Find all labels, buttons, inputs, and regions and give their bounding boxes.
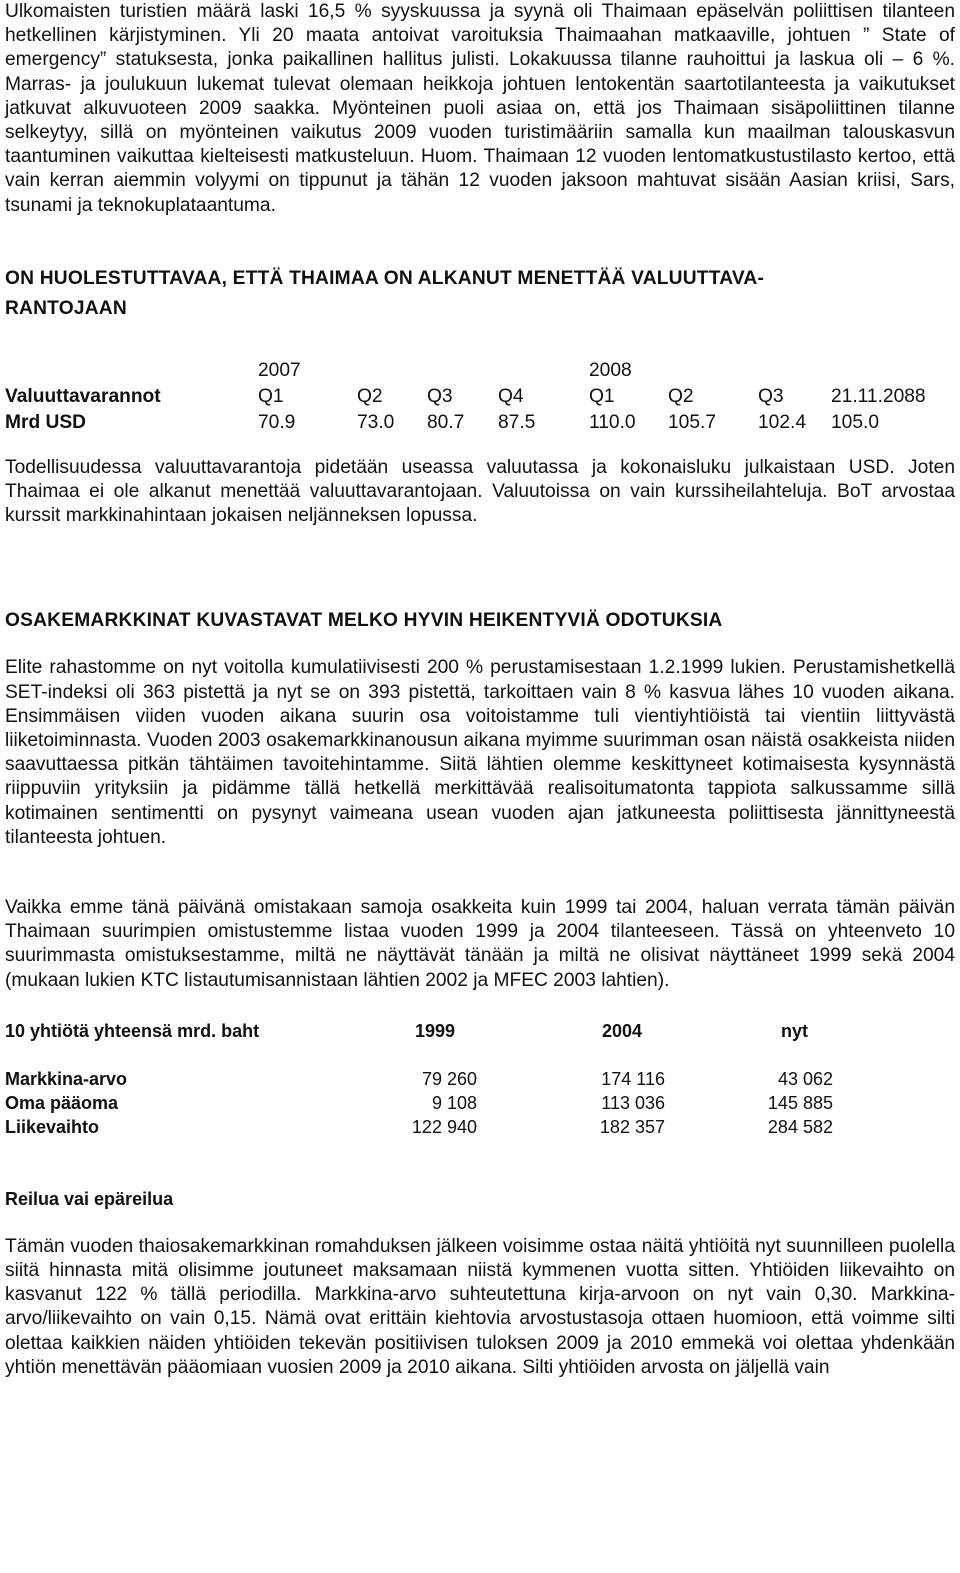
reserves-value-cell: 110.0 [589,411,636,433]
reserves-q-cell: Q4 [498,385,524,407]
reserves-table [5,360,955,438]
reserves-q-cell: Q1 [258,385,284,407]
companies-cell-2004: 113 036 [601,1092,665,1113]
reserves-value-cell: 73.0 [357,411,395,433]
reserves-value-cell: 80.7 [427,411,465,433]
paragraph-valuation: Tämän vuoden thaiosakemarkkinan romahduksen jälkeen voisimme ostaa näitä yhtiöitä nyt suunnilleen puolella siitä hinnasta mitä olisimme joutuneet maksamaan niistä kymmenen vuotta sitten. Yhtiöiden liikevaihto on kasvanut 122 % tällä periodilla. Markkina-arvo suhteutettuna kirja-arvoon on nyt vain 0,30. Markkina-arvo/liikevaihto on vain 0,15. Nämä ovat erittäin kiehtovia arvostustasoja ottaen huomioon, että voimme silti olettaa kaikkien näiden yhtiöiden tekevän positiivisen tuloksen 2009 ja 2010 emmekä voi olettaa yhdenkään yhtiön menettävän pääomiaan vuosien 2009 ja 2010 aikana. Silti yhtiöiden arvosta on jäljellä vain [5,1235,955,1378]
reserves-value-cell: 105.0 [831,411,880,433]
companies-header-nyt: nyt [781,1020,808,1041]
companies-row-label: Markkina-arvo [5,1068,128,1089]
reserves-year-2008: 2008 [589,359,632,381]
document-page [5,0,955,1380]
reserves-q-cell: Q3 [427,385,453,407]
reserves-value-cell: 102.4 [758,411,807,433]
heading-currency-reserves-line1: ON HUOLESTUTTAVAA, ETTÄ THAIMAA ON ALKANUT MENETTÄÄ VALUUTTAVA- [5,267,765,289]
companies-cell-nyt: 145 885 [767,1092,833,1113]
heading-stock-market: OSAKEMARKKINAT KUVASTAVAT MELKO HYVIN HEIKENTYVIÄ ODOTUKSIA [5,610,723,632]
reserves-q-cell: Q2 [357,385,383,407]
reserves-q-cell: Q2 [668,385,694,407]
companies-cell-1999: 9 108 [431,1092,477,1113]
companies-row [5,1117,955,1141]
reserves-row1-label: Valuuttavarannot [5,385,161,407]
reserves-quarter-row [5,386,955,412]
paragraph-holdings-comparison: Vaikka emme tänä päivänä omistakaan samoja osakkeita kuin 1999 tai 2004, haluan verrata tämän päivän Thaimaan suurimpien omistustemme listaa vuoden 1999 ja 2004 tilanteeseen. Tässä on yhteenveto 10 suurimmasta omistuksestamme, miltä ne näyttävät tänään ja miltä ne olisivat näyttäneet 1999 sekä 2004 (mukaan lukien KTC listautumisannistaan lähtien 2002 ja MFEC 2003 lahtien). [5,897,955,991]
companies-header-row [5,1021,955,1045]
companies-row [5,1093,955,1117]
reserves-year-2007: 2007 [258,359,301,381]
companies-cell-nyt: 284 582 [767,1116,833,1137]
reserves-q-cell: Q1 [589,385,615,407]
companies-cell-1999: 122 940 [411,1116,477,1137]
paragraph-tourism: Ulkomaisten turistien määrä laski 16,5 % syyskuussa ja syynä oli Thaimaan epäselvän poliittisen tilanteen hetkellinen kärjistyminen. Yli 20 maata antoivat varoituksia Thaimaahan matkaaville, johtuen ” State of emergency” statuksesta, jonka paikallinen hallitus julisti. Lokakuussa tilanne rauhoittui ja laskua oli – 6 %. Marras- ja joulukuun lukemat tulevat olemaan heikkoja johtuen lentokentän saartotilanteesta ja vaikutukset jatkuvat alkuvuoteen 2009 saakka. Myönteinen puoli asiaa on, että jos Thaimaan sisäpoliittinen tilanne selkeytyy, sillä on myönteinen vaikutus 2009 vuoden turistimääriin samalla kun maailman talouskasvun taantuminen vaikuttaa kielteisesti matkusteluun. Huom. Thaimaan 12 vuoden lentomatkustustilasto kertoo, että vain kerran aiemmin volyymi on tippunut ja tähän 12 vuoden jaksoon mahtuvat sisään Aasian kriisi, Sars, tsunami ja teknokuplataantuma. [5,1,955,216]
companies-table [5,1021,955,1141]
companies-header-2004: 2004 [602,1020,643,1041]
companies-cell-2004: 182 357 [599,1116,665,1137]
heading-currency-reserves [5,264,955,324]
reserves-q-cell: Q3 [758,385,784,407]
reserves-value-cell: 87.5 [498,411,536,433]
companies-row-label: Oma pääoma [5,1092,119,1113]
heading-fair-or-unfair: Reilua vai epäreilua [5,1188,174,1209]
companies-header-label: 10 yhtiötä yhteensä mrd. baht [5,1020,260,1041]
reserves-year-row [5,360,955,386]
paragraph-reserves-explanation: Todellisuudessa valuuttavarantoja pidetään useassa valuutassa ja kokonaisluku julkaistaan USD. Joten Thaimaa ei ole alkanut menettää valuuttavarantojaan. Valuutoissa on vain kurssiheilahteluja. BoT arvostaa kurssit markkinahintaan jokaisen neljänneksen lopussa. [5,456,955,527]
companies-row [5,1069,955,1093]
reserves-value-row [5,412,955,438]
reserves-q-cell: 21.11.2088 [831,385,926,407]
paragraph-elite-fund: Elite rahastomme on nyt voitolla kumulatiivisesti 200 % perustamisestaan 1.2.1999 lukien. Perustamishetkellä SET-indeksi oli 363 pistettä ja nyt se on 393 pistettä, tarkoittaen vain 8 % kasvua lähes 10 vuoden aikana. Ensimmäisen viiden vuoden aikana suurin osa voitoistamme tuli vientiyhtiöistä tai vientiin liittyvästä liiketoiminnasta. Vuoden 2003 osakemarkkinanousun aikana myimme suurimman osan näistä osakkeista niiden saavuttaessa pitkän tähtäimen tavoitehintamme. Siitä lähtien olemme keskittyneet kotimaisesta kysynnästä riippuviin yrityksiin ja pidämme tällä hetkellä merkittävää realisoitumatonta tappiota salkussamme sillä kotimainen sentimentti on pysynyt vaimeana usean vuoden ajan jatkuneesta poliittisesta jännittyneestä tilanteesta johtuen. [5,657,955,848]
companies-cell-nyt: 43 062 [777,1068,833,1089]
reserves-row2-label: Mrd USD [5,411,87,433]
reserves-value-cell: 105.7 [668,411,717,433]
companies-cell-2004: 174 116 [601,1068,665,1089]
heading-currency-reserves-line2: RANTOJAAN [5,297,127,319]
companies-cell-1999: 79 260 [421,1068,477,1089]
companies-row-label: Liikevaihto [5,1116,100,1137]
companies-header-1999: 1999 [415,1020,456,1041]
reserves-value-cell: 70.9 [258,411,296,433]
